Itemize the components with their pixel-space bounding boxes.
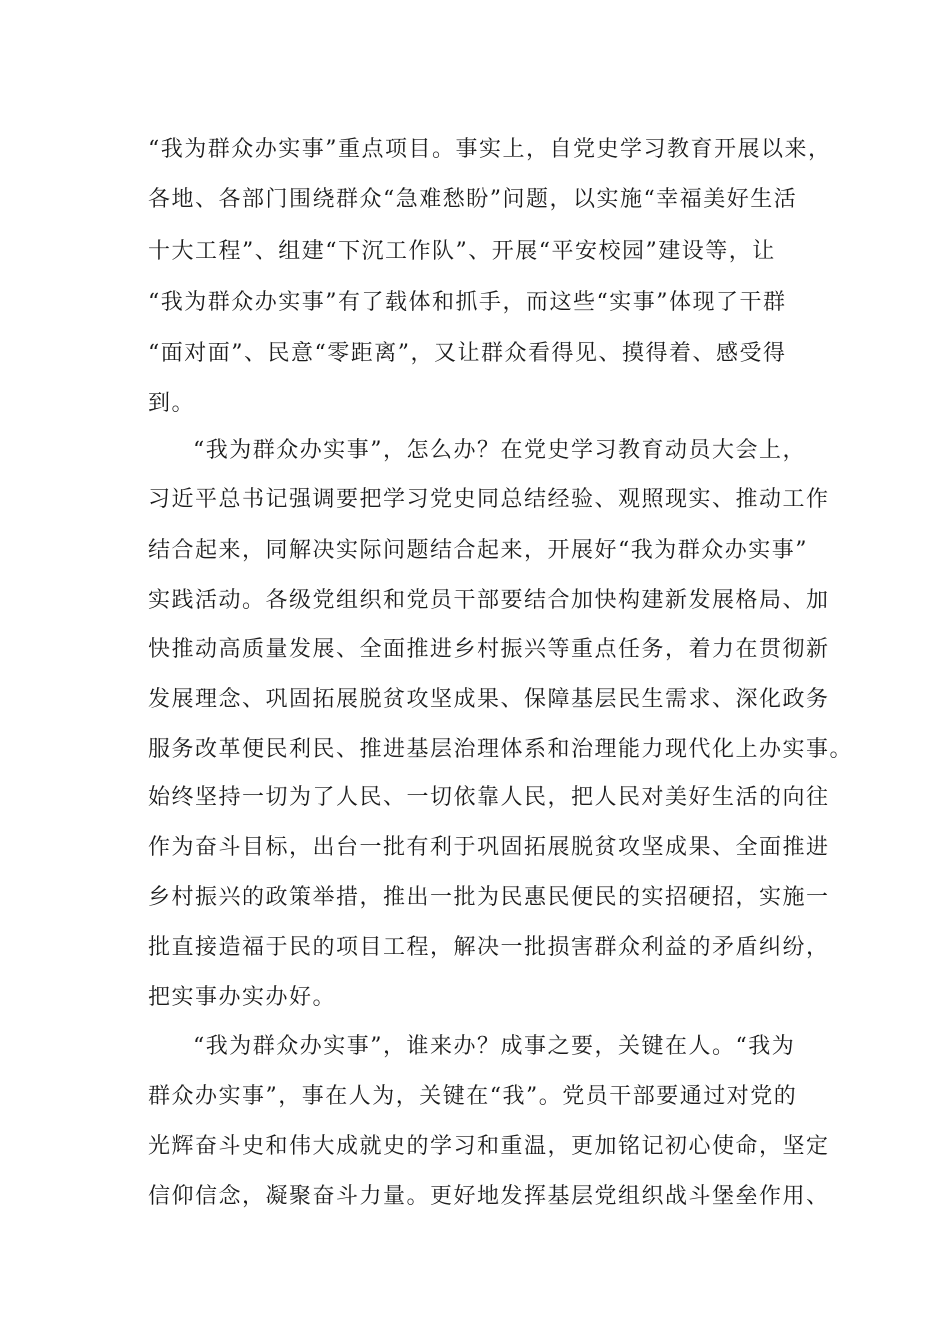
text-line: 乡村振兴的政策举措，推出一批为民惠民便民的实招硬招，实施一 [148, 885, 830, 910]
text-line: 信仰信念，凝聚奋斗力量。更好地发挥基层党组织战斗堡垒作用、 [148, 1184, 830, 1209]
text-line: 实践活动。各级党组织和党员干部要结合加快构建新发展格局、加 [148, 588, 830, 613]
text-line: 各地、各部门围绕群众“急难愁盼”问题，以实施“幸福美好生活 [148, 187, 798, 212]
text-line: 结合起来，同解决实际问题结合起来，开展好“我为群众办实事” [148, 538, 808, 563]
text-line: 十大工程”、组建“下沉工作队”、开展“平安校园”建设等，让 [148, 239, 776, 264]
text-line: 发展理念、巩固拓展脱贫攻坚成果、保障基层民生需求、深化政务 [148, 687, 830, 712]
text-line: “我为群众办实事”重点项目。事实上，自党史学习教育开展以来， [148, 137, 832, 162]
text-line: “面对面”、民意“零距离”，又让群众看得见、摸得着、感受得 [148, 341, 787, 366]
text-line: 把实事办实办好。 [148, 985, 337, 1010]
text-line: 服务改革便民利民、推进基层治理体系和治理能力现代化上办实事。 [148, 737, 854, 762]
text-line: 习近平总书记强调要把学习党史同总结经验、观照现实、推动工作 [148, 487, 830, 512]
text-line: “我为群众办实事”，谁来办？成事之要，关键在人。“我为 [193, 1034, 796, 1059]
text-line: “我为群众办实事”有了载体和抓手，而这些“实事”体现了干群 [148, 290, 787, 315]
text-line: “我为群众办实事”，怎么办？在党史学习教育动员大会上， [193, 438, 806, 463]
text-line: 光辉奋斗史和伟大成就史的学习和重温，更加铭记初心使命，坚定 [148, 1134, 830, 1159]
text-line: 批直接造福于民的项目工程，解决一批损害群众利益的矛盾纠纷， [148, 935, 830, 960]
text-line: 作为奋斗目标，出台一批有利于巩固拓展脱贫攻坚成果、全面推进 [148, 835, 830, 860]
text-line: 快推动高质量发展、全面推进乡村振兴等重点任务，着力在贯彻新 [148, 637, 830, 662]
text-line: 群众办实事”，事在人为，关键在“我”。党员干部要通过对党的 [148, 1084, 798, 1109]
text-line: 始终坚持一切为了人民、一切依靠人民，把人民对美好生活的向往 [148, 785, 830, 810]
text-line: 到。 [148, 391, 196, 416]
